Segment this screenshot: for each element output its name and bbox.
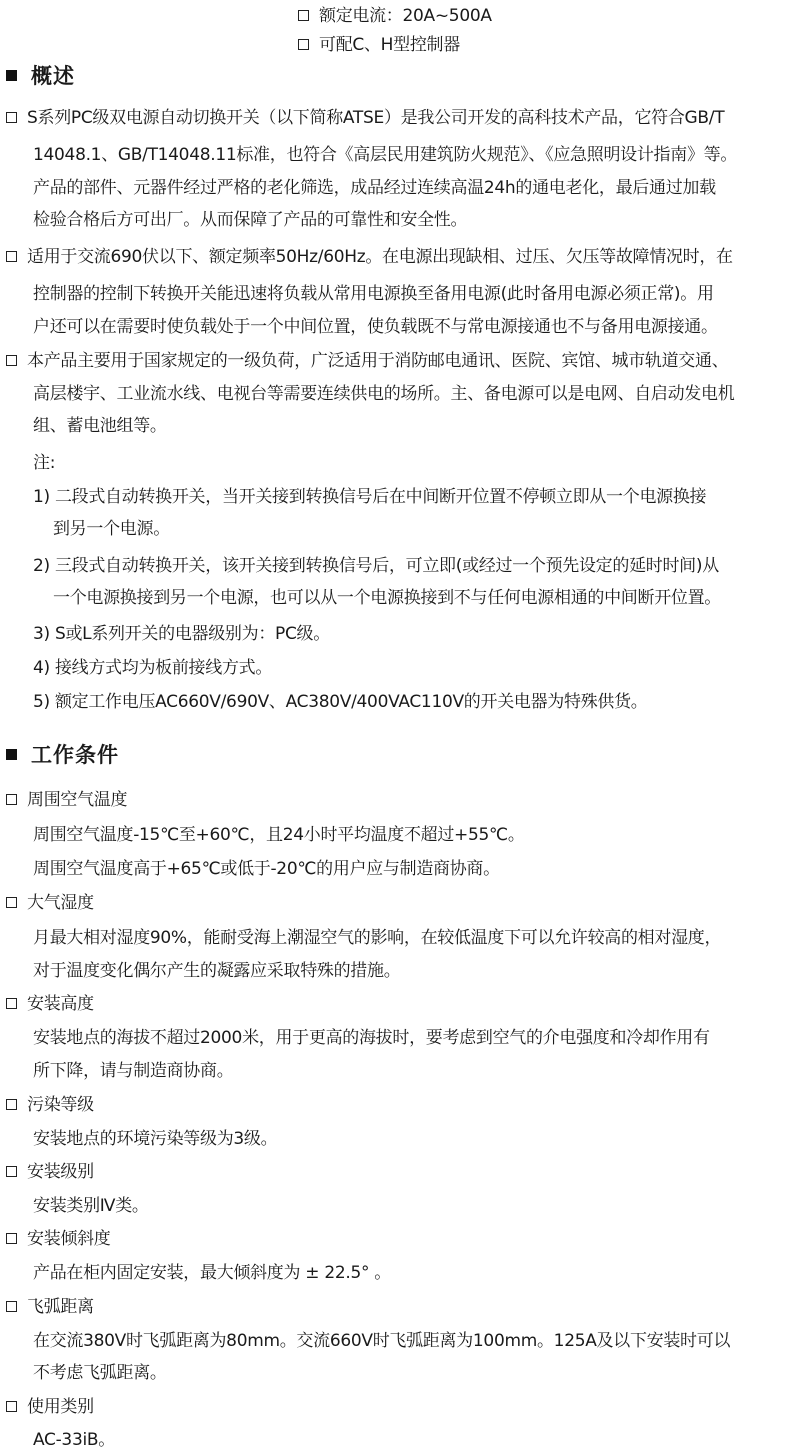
arc-line1: 在交流380V时飞弧距离为80mm。交流660V时飞弧距离为100mm。125A及以下安装时可以 — [33, 1331, 731, 1351]
square-bullet-icon — [6, 70, 17, 81]
pollution-line1: 安装地点的环境污染等级为3级。 — [33, 1129, 278, 1149]
pollution-title — [6, 1094, 94, 1116]
note-2-line1: 2) 三段式自动转换开关，该开关接到转换信号后，可立即(或经过一个预先设定的延时时间)从 — [33, 556, 719, 576]
rated-current-text: 额定电流：20A~500A — [319, 6, 492, 26]
note-label: 注: — [33, 453, 56, 473]
conditions-heading — [6, 742, 119, 768]
usage-line1: AC-33iB。 — [33, 1430, 115, 1450]
ambient-line1: 周围空气温度-15℃至+60℃，且24小时平均温度不超过+55℃。 — [33, 825, 525, 845]
humidity-title — [6, 892, 94, 914]
checkbox-icon — [6, 998, 17, 1009]
arc-title — [6, 1296, 94, 1318]
item-title-text: 安装级别 — [27, 1162, 94, 1182]
overview-p2-line3: 户还可以在需要时使负载处于一个中间位置，使负载既不与常电源接通也不与备用电源接通。 — [33, 317, 718, 337]
altitude-title — [6, 993, 94, 1015]
arc-line2: 不考虑飞弧距离。 — [33, 1363, 167, 1383]
humidity-line2: 对于温度变化偶尔产生的凝露应采取特殊的措施。 — [33, 961, 401, 981]
note-2-line2: 一个电源换接到另一个电源，也可以从一个电源换接到不与任何电源相通的中间断开位置。 — [53, 588, 721, 608]
checkbox-icon — [6, 355, 17, 366]
overview-p3-line3: 组、蓄电池组等。 — [33, 416, 167, 436]
tilt-line1: 产品在柜内固定安装，最大倾斜度为 ± 22.5° 。 — [33, 1263, 392, 1283]
paragraph-text: S系列PC级双电源自动切换开关（以下简称ATSE）是我公司开发的高科技术产品，它符合GB/T — [27, 108, 725, 128]
overview-p1-line1 — [6, 107, 724, 129]
note-3: 3) S或L系列开关的电器级别为：PC级。 — [33, 624, 330, 644]
paragraph-text: 适用于交流690伏以下、额定频率50Hz/60Hz。在电源出现缺相、过压、欠压等故障情况时，在 — [27, 247, 733, 267]
item-title-text: 安装高度 — [27, 994, 94, 1014]
checkbox-icon — [298, 39, 309, 50]
checkbox-icon — [6, 897, 17, 908]
tilt-title — [6, 1228, 111, 1250]
checkbox-icon — [6, 794, 17, 805]
note-4: 4) 接线方式均为板前接线方式。 — [33, 658, 273, 678]
paragraph-text: 本产品主要用于国家规定的一级负荷，广泛适用于消防邮电通讯、医院、宾馆、城市轨道交通、 — [27, 351, 729, 371]
checkbox-icon — [6, 1099, 17, 1110]
overview-p2-line2: 控制器的控制下转换开关能迅速将负载从常用电源换至备用电源(此时备用电源必须正常)。用 — [33, 284, 714, 304]
altitude-line2: 所下降，请与制造商协商。 — [33, 1061, 234, 1081]
overview-p1-line4: 检验合格后方可出厂。从而保障了产品的可靠性和安全性。 — [33, 210, 468, 230]
conditions-heading-text: 工作条件 — [31, 743, 119, 767]
controller-item — [298, 34, 460, 56]
item-title-text: 安装倾斜度 — [27, 1229, 111, 1249]
note-5: 5) 额定工作电压AC660V/690V、AC380V/400VAC110V的开关电器为特殊供货。 — [33, 692, 648, 712]
category-title — [6, 1161, 94, 1183]
usage-title — [6, 1396, 94, 1418]
item-title-text: 大气湿度 — [27, 893, 94, 913]
rated-current-item — [298, 5, 492, 27]
checkbox-icon — [6, 251, 17, 262]
checkbox-icon — [6, 1233, 17, 1244]
item-title-text: 周围空气温度 — [27, 790, 128, 810]
note-1-line1: 1) 二段式自动转换开关，当开关接到转换信号后在中间断开位置不停顿立即从一个电源换接 — [33, 487, 707, 507]
checkbox-icon — [6, 1166, 17, 1177]
humidity-line1: 月最大相对湿度90%，能耐受海上潮湿空气的影响，在较低温度下可以允许较高的相对湿度， — [33, 928, 722, 948]
controller-text: 可配C、H型控制器 — [319, 35, 460, 55]
ambient-line2: 周围空气温度高于+65℃或低于-20℃的用户应与制造商协商。 — [33, 859, 500, 879]
overview-p3-line2: 高层楼宇、工业流水线、电视台等需要连续供电的场所。主、备电源可以是电网、自启动发电机 — [33, 384, 735, 404]
altitude-line1: 安装地点的海拔不超过2000米，用于更高的海拔时，要考虑到空气的介电强度和冷却作用有 — [33, 1028, 710, 1048]
item-title-text: 污染等级 — [27, 1095, 94, 1115]
overview-heading — [6, 63, 75, 89]
item-title-text: 飞弧距离 — [27, 1297, 94, 1317]
checkbox-icon — [298, 10, 309, 21]
ambient-title — [6, 789, 127, 811]
square-bullet-icon — [6, 749, 17, 760]
overview-p1-line2: 14048.1、GB/T14048.11标准，也符合《高层民用建筑防火规范》、《应急照明设计指南》等。 — [33, 145, 738, 165]
note-1-line2: 到另一个电源。 — [53, 519, 170, 539]
overview-heading-text: 概述 — [31, 64, 75, 88]
overview-p1-line3: 产品的部件、元器件经过严格的老化筛选，成品经过连续高温24h的通电老化，最后通过加载 — [33, 178, 716, 198]
overview-p3-line1 — [6, 350, 728, 372]
category-line1: 安装类别Ⅳ类。 — [33, 1196, 149, 1216]
item-title-text: 使用类别 — [27, 1397, 94, 1417]
overview-p2-line1 — [6, 246, 733, 268]
checkbox-icon — [6, 1301, 17, 1312]
checkbox-icon — [6, 1401, 17, 1412]
checkbox-icon — [6, 112, 17, 123]
